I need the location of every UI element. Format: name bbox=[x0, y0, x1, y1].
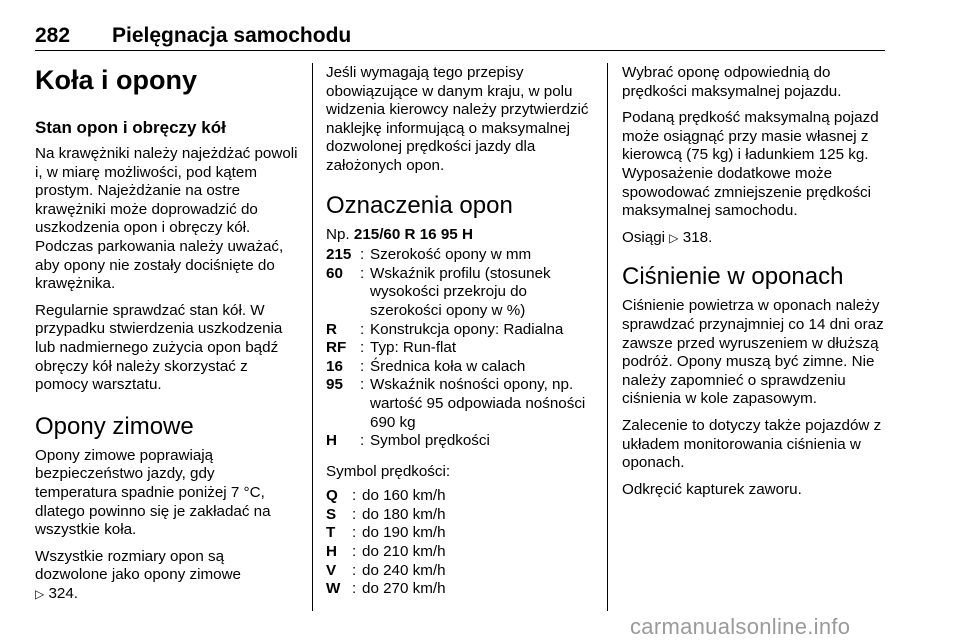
paragraph: Zalecenie to dotyczy także pojazdów z układem monitorowania ciśnienia w oponach. bbox=[622, 416, 882, 472]
paragraph bbox=[622, 229, 888, 248]
term: R bbox=[326, 320, 337, 338]
list-item: R : Konstrukcja opony: Radialna bbox=[326, 321, 592, 340]
column-2 bbox=[326, 64, 592, 605]
list-item: W : do 270 km/h bbox=[326, 580, 592, 599]
speed-symbol-list bbox=[326, 487, 592, 599]
column-1 bbox=[35, 64, 299, 611]
column-3 bbox=[622, 64, 888, 507]
column-divider bbox=[607, 63, 608, 611]
page-ref-arrow-icon: ▷ bbox=[35, 586, 45, 601]
page-ref-link[interactable]: 324. bbox=[48, 584, 79, 602]
definition: Wskaźnik profilu (stosunek wysokości przekroju do szerokości opony w %) bbox=[370, 264, 551, 319]
term: H bbox=[326, 432, 337, 450]
definition: do 240 km/h bbox=[362, 561, 446, 579]
page-ref-link[interactable]: 318. bbox=[682, 228, 713, 246]
watermark: carmanualsonline.info bbox=[630, 614, 851, 639]
definition: Wskaźnik nośności opony, np. wartość 95 odpowiada nośności 690 kg bbox=[370, 376, 586, 431]
section-heading: Oznaczenia opon bbox=[326, 191, 513, 219]
paragraph: Regularnie sprawdzać stan kół. W przypadku stwierdzenia uszkodzenia lub nadmiernego zużycia opon bądź obręczy kół należy skorzystać z pomocy warsztatu. bbox=[35, 301, 283, 394]
paragraph: Podaną prędkość maksymalną pojazd może osiągnąć przy masie własnej z kierowcą (75 kg) i ładunkiem 125 kg. Wyposażenie dodatkowe może spowodować zmniejszenie prędkości maksymalnej samochodu. bbox=[622, 109, 879, 220]
paragraph: Opony zimowe poprawiają bezpieczeństwo jazdy, gdy temperatura spadnie poniżej 7 °C, dlatego powinno się je zakładać na wszystkie koła. bbox=[35, 446, 271, 539]
definition: Szerokość opony w mm bbox=[370, 246, 532, 264]
column-divider bbox=[312, 63, 313, 611]
chapter-title: Pielęgnacja samochodu bbox=[112, 24, 352, 47]
term: V bbox=[326, 561, 337, 579]
section-title: Koła i opony bbox=[35, 65, 197, 95]
paragraph: Odkręcić kapturek zaworu. bbox=[622, 480, 802, 498]
example-value: 215/60 R 16 95 H bbox=[353, 225, 473, 243]
tire-code-list bbox=[326, 246, 592, 451]
term: RF bbox=[326, 339, 347, 357]
term: Q bbox=[326, 487, 338, 505]
paragraph-text: Wszystkie rozmiary opon są dozwolone jako opony zimowe bbox=[35, 547, 241, 584]
term: 215 bbox=[326, 246, 352, 264]
subsection-heading: Stan opon i obręczy kół bbox=[35, 118, 226, 137]
list-item: 60 : Wskaźnik profilu (stosunek wysokości przekroju do szerokości opony w %) bbox=[326, 265, 592, 321]
paragraph-text: Osiągi bbox=[622, 228, 666, 246]
term: W bbox=[326, 580, 341, 598]
term: 60 bbox=[326, 264, 343, 282]
list-item: S : do 180 km/h bbox=[326, 506, 592, 525]
page-ref-arrow-icon: ▷ bbox=[669, 230, 679, 245]
list-item: RF : Typ: Run-flat bbox=[326, 339, 592, 358]
page-number: 282 bbox=[35, 24, 71, 47]
definition: do 160 km/h bbox=[362, 487, 446, 505]
list-item: Q : do 160 km/h bbox=[326, 487, 592, 506]
paragraph: Jeśli wymagają tego przepisy obowiązujące w danym kraju, w polu widzenia kierowcy należy przytwierdzić naklejkę informującą o maksymalnej dozwolonej prędkości jazdy dla założonych opon. bbox=[326, 64, 589, 174]
page-header bbox=[35, 20, 885, 51]
list-item: T : do 190 km/h bbox=[326, 524, 592, 543]
paragraph: Symbol prędkości: bbox=[326, 462, 451, 480]
definition: do 180 km/h bbox=[362, 505, 446, 523]
list-item: H : Symbol prędkości bbox=[326, 432, 592, 451]
list-item: V : do 240 km/h bbox=[326, 562, 592, 581]
paragraph: Na krawężniki należy najeżdżać powoli i, w miarę możliwości, pod kątem prostym. Najeżdżanie na ostre krawężniki może doprowadzić do uszkodzenia opon i obręczy kół. Podczas parkowania należy uważać, aby opony nie zostały dociśnięte do krawężnika. bbox=[35, 145, 298, 293]
definition: do 190 km/h bbox=[362, 524, 446, 542]
list-item: 95 : Wskaźnik nośności opony, np. wartość 95 odpowiada nośności 690 kg bbox=[326, 376, 592, 432]
definition: Symbol prędkości bbox=[370, 432, 490, 450]
definition: Średnica koła w calach bbox=[370, 357, 526, 375]
term: T bbox=[326, 524, 336, 542]
list-item: 215 : Szerokość opony w mm bbox=[326, 246, 592, 265]
paragraph bbox=[35, 548, 299, 604]
term: S bbox=[326, 505, 337, 523]
list-item: 16 : Średnica koła w calach bbox=[326, 358, 592, 377]
definition: do 210 km/h bbox=[362, 543, 446, 561]
section-heading: Opony zimowe bbox=[35, 412, 194, 440]
section-heading: Ciśnienie w oponach bbox=[622, 263, 844, 291]
example-line bbox=[326, 226, 592, 245]
term: H bbox=[326, 543, 337, 561]
definition: Konstrukcja opony: Radialna bbox=[370, 320, 564, 338]
list-item: H : do 210 km/h bbox=[326, 543, 592, 562]
definition: Typ: Run-flat bbox=[370, 339, 457, 357]
example-label: Np. bbox=[326, 225, 350, 243]
term: 95 bbox=[326, 376, 343, 394]
definition: do 270 km/h bbox=[362, 580, 446, 598]
paragraph: Ciśnienie powietrza w oponach należy sprawdzać przynajmniej co 14 dni oraz zawsze przed wyruszeniem w dłuższą podróż. Opony muszą być zimne. Nie należy zapomnieć o sprawdzeniu ciśnienia w kole zapasowym. bbox=[622, 297, 884, 408]
term: 16 bbox=[326, 357, 343, 375]
paragraph: Wybrać oponę odpowiednią do prędkości maksymalnej pojazdu. bbox=[622, 64, 842, 100]
